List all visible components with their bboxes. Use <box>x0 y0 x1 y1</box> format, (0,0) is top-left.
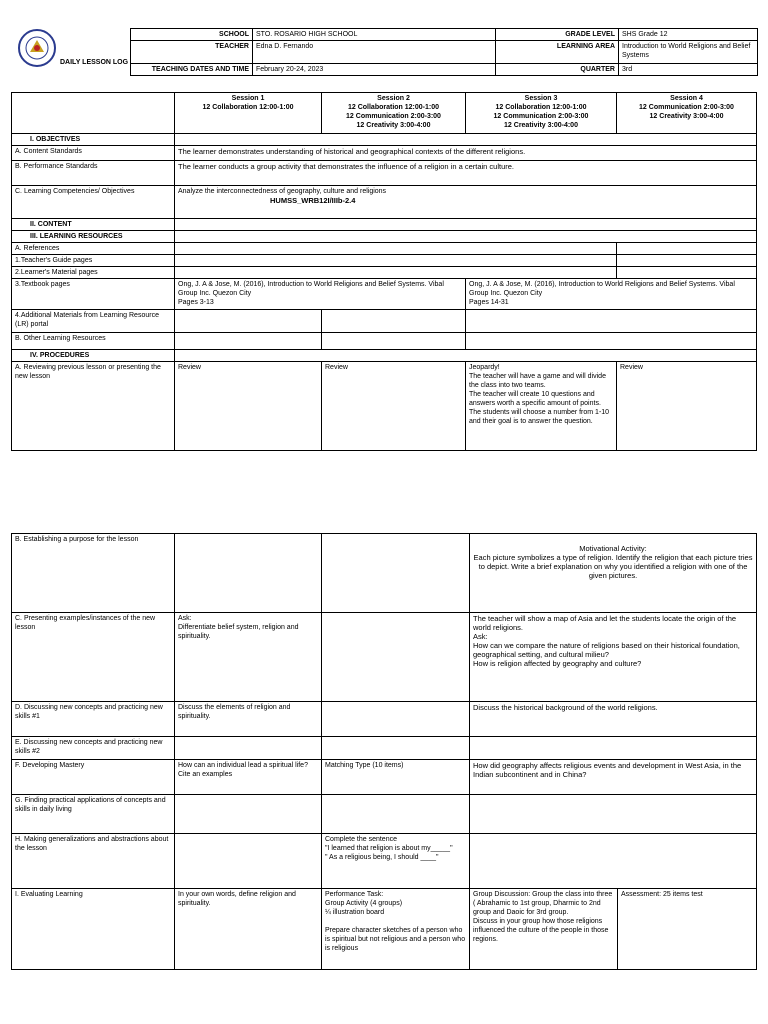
developing-mastery-label: F. Developing Mastery <box>12 760 175 795</box>
mastery-session-3: How did geography affects religious events and development in West Asia, in the Indian subcontinent and in China? <box>470 760 757 795</box>
other-resources-label: B. Other Learning Resources <box>12 333 175 350</box>
objectives-heading: I. OBJECTIVES <box>12 134 175 146</box>
purpose-label: B. Establishing a purpose for the lesson <box>12 534 175 613</box>
competencies-label: C. Learning Competencies/ Objectives <box>12 186 175 219</box>
review-session-1: Review <box>175 362 322 451</box>
references-label: A. References <box>12 243 175 255</box>
discussing-1-label: D. Discussing new concepts and practicing new skills #1 <box>12 702 175 737</box>
dates-label: TEACHING DATES AND TIME <box>131 64 253 76</box>
session-2-schedule: 12 Collaboration 12:00-1:00 12 Communication 2:00-3:00 12 Creativity 3:00-4:00 <box>346 104 441 129</box>
session-4-title: Session 4 <box>670 95 703 102</box>
procedures-heading: IV. PROCEDURES <box>12 350 175 362</box>
lesson-table-page2 <box>11 533 757 970</box>
evaluate-session-1: In your own words, define religion and spirituality. <box>175 889 322 970</box>
competency-code: HUMSS_WRB12I/IIIb-2.4 <box>270 196 356 205</box>
quarter-value: 3rd <box>619 64 758 76</box>
review-session-2: Review <box>322 362 466 451</box>
mastery-session-2: Matching Type (10 items) <box>322 760 470 795</box>
session-4-header <box>617 93 757 134</box>
teacher-label: TEACHER <box>131 41 253 64</box>
school-value: STO. ROSARIO HIGH SCHOOL <box>253 29 496 41</box>
session-1-schedule: 12 Collaboration 12:00-1:00 <box>202 104 294 111</box>
generalizations-session-2: Complete the sentence "I learned that religion is about my_____" " As a religious being, I should ____" <box>322 834 470 889</box>
textbook-label: 3.Textbook pages <box>12 279 175 310</box>
session-4-schedule: 12 Communication 2:00-3:00 12 Creativity 3:00-4:00 <box>639 104 734 120</box>
examples-session-1: Ask: Differentiate belief system, religion and spirituality. <box>175 613 322 702</box>
header-row-teacher <box>131 41 758 64</box>
competencies-cell <box>175 186 757 219</box>
discussing-1-session-3: Discuss the historical background of the world religions. <box>470 702 757 737</box>
content-standards-text: The learner demonstrates understanding of historical and geographical contexts of the different religions. <box>175 146 757 161</box>
daily-lesson-log-title: DAILY LESSON LOG <box>60 59 129 66</box>
sessions-header-row <box>12 93 757 134</box>
additional-materials-label: 4.Additional Materials from Learning Resource (LR) portal <box>12 310 175 333</box>
discussing-1-session-1: Discuss the elements of religion and spirituality. <box>175 702 322 737</box>
session-3-schedule: 12 Collaboration 12:00-1:00 12 Communication 2:00-3:00 12 Creativity 3:00-4:00 <box>493 104 589 129</box>
generalizations-label: H. Making generalizations and abstractions about the lesson <box>12 834 175 889</box>
learners-material-label: 2.Learner's Material pages <box>12 267 175 279</box>
header-row-school <box>131 29 758 41</box>
deped-seal-logo <box>14 28 60 68</box>
evaluate-session-4: Assessment: 25 items test <box>618 889 757 970</box>
learning-area-label: LEARNING AREA <box>496 41 619 64</box>
performance-standards-text: The learner conducts a group activity that demonstrates the influence of a religion in a certain culture. <box>175 161 757 186</box>
lesson-table-page1 <box>11 92 757 451</box>
textbook-pages-2: Ong, J. A & Jose, M. (2016), Introduction to World Religions and Belief Systems. Vibal Group Inc. Quezon City Pages 14-31 <box>466 279 757 310</box>
presenting-examples-label: C. Presenting examples/instances of the new lesson <box>12 613 175 702</box>
header-row-dates <box>131 64 758 76</box>
performance-standards-label: B. Performance Standards <box>12 161 175 186</box>
mastery-session-1: How can an individual lead a spiritual life? Cite an examples <box>175 760 322 795</box>
teacher-value: Edna D. Fernando <box>253 41 496 64</box>
session-2-header <box>322 93 466 134</box>
header-table <box>130 28 758 76</box>
learning-area-value: Introduction to World Religions and Belief Systems <box>619 41 758 64</box>
grade-level-label: GRADE LEVEL <box>496 29 619 41</box>
school-label: SCHOOL <box>131 29 253 41</box>
session-2-title: Session 2 <box>377 95 410 102</box>
practical-applications-label: G. Finding practical applications of concepts and skills in daily living <box>12 795 175 834</box>
grade-level-value: SHS Grade 12 <box>619 29 758 41</box>
evaluate-session-3: Group Discussion: Group the class into three ( Abrahamic to 1st group, Dharmic to 2nd group and Daoic for 3rd group. Discuss in your group how those religions influenced the culture of the people in those regions. <box>470 889 618 970</box>
session-1-header <box>175 93 322 134</box>
reviewing-lesson-label: A. Reviewing previous lesson or presenting the new lesson <box>12 362 175 451</box>
purpose-session-3: Motivational Activity: Each picture symbolizes a type of religion. Identify the religion that each picture tries to depict. Write a brief explanation on why you identified a religion with one of the given pictures. <box>470 534 757 613</box>
review-session-3: Jeopardy! The teacher will have a game and will divide the class into two teams. The teacher will create 10 questions and answers worth a specific amount of points. The students will choose a number from 1-10 and their goal is to answer the question. <box>466 362 617 451</box>
quarter-label: QUARTER <box>496 64 619 76</box>
resources-heading: III. LEARNING RESOURCES <box>12 231 175 243</box>
session-3-title: Session 3 <box>524 95 558 102</box>
content-standards-label: A. Content Standards <box>12 146 175 161</box>
evaluate-session-2: Performance Task: Group Activity (4 groups) ¼ illustration board Prepare character sketches of a person who is spiritual but not religious and a person who is religious <box>322 889 470 970</box>
review-session-4: Review <box>617 362 757 451</box>
teachers-guide-label: 1.Teacher's Guide pages <box>12 255 175 267</box>
examples-session-3: The teacher will show a map of Asia and let the students locate the origin of the world religions. Ask: How can we compare the nature of religions based on their historical foundation, geographical setting, and cultural milieu? How is religion affected by geography and culture? <box>470 613 757 702</box>
session-3-header <box>466 93 617 134</box>
textbook-pages-1: Ong, J. A & Jose, M. (2016), Introduction to World Religions and Belief Systems. Vibal Group Inc. Quezon City Pages 3-13 <box>175 279 466 310</box>
content-heading: II. CONTENT <box>12 219 175 231</box>
dates-value: February 20-24, 2023 <box>253 64 496 76</box>
competencies-text: Analyze the interconnectedness of geography, culture and religions <box>178 188 387 195</box>
evaluating-learning-label: I. Evaluating Learning <box>12 889 175 970</box>
session-1-title: Session 1 <box>231 95 265 102</box>
discussing-2-label: E. Discussing new concepts and practicing new skills #2 <box>12 737 175 760</box>
